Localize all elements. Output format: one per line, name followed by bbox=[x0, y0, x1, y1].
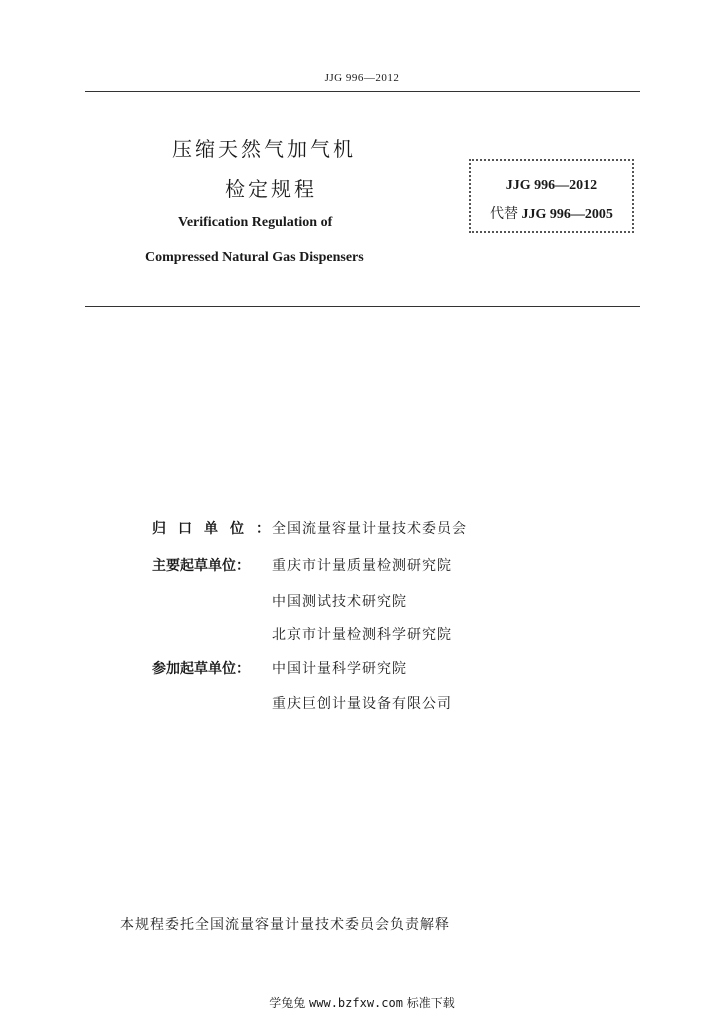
header-standard-code: JJG 996—2012 bbox=[324, 72, 400, 84]
title-cn-line1: 压缩天然气加气机 bbox=[172, 137, 356, 161]
standard-code-box bbox=[469, 159, 634, 233]
title-cn-line2: 检定规程 bbox=[225, 177, 317, 201]
responsible-unit-value: 全国流量容量计量技术委员会 bbox=[272, 521, 467, 537]
watermark-site: 学兔兔 bbox=[269, 996, 306, 1010]
watermark-url[interactable]: www.bzfxw.com bbox=[309, 996, 403, 1010]
main-drafting-org-1: 重庆市计量质量检测研究院 bbox=[272, 558, 452, 574]
interpretation-note: 本规程委托全国流量容量计量技术委员会负责解释 bbox=[120, 917, 450, 933]
title-en-line2: Compressed Natural Gas Dispensers bbox=[145, 250, 364, 265]
title-en-line1: Verification Regulation of bbox=[178, 215, 333, 230]
replaces-line bbox=[471, 203, 632, 223]
main-drafting-org-3: 北京市计量检测科学研究院 bbox=[272, 627, 452, 643]
watermark-text: 标准下载 bbox=[406, 996, 455, 1010]
participating-org-2: 重庆巨创计量设备有限公司 bbox=[272, 696, 452, 712]
watermark bbox=[0, 994, 724, 1011]
title-divider bbox=[85, 306, 640, 307]
main-drafting-org-2: 中国测试技术研究院 bbox=[272, 594, 407, 610]
header-divider bbox=[85, 91, 640, 92]
replaces-prefix: 代替 bbox=[490, 206, 519, 222]
standard-code: JJG 996—2012 bbox=[505, 178, 598, 193]
main-drafting-label: 主要起草单位： bbox=[152, 558, 250, 574]
responsible-unit-label: 归口单位： bbox=[152, 521, 282, 537]
replaces-code: JJG 996—2005 bbox=[521, 207, 613, 222]
participating-drafting-label: 参加起草单位： bbox=[152, 661, 250, 677]
participating-org-1: 中国计量科学研究院 bbox=[272, 661, 407, 677]
